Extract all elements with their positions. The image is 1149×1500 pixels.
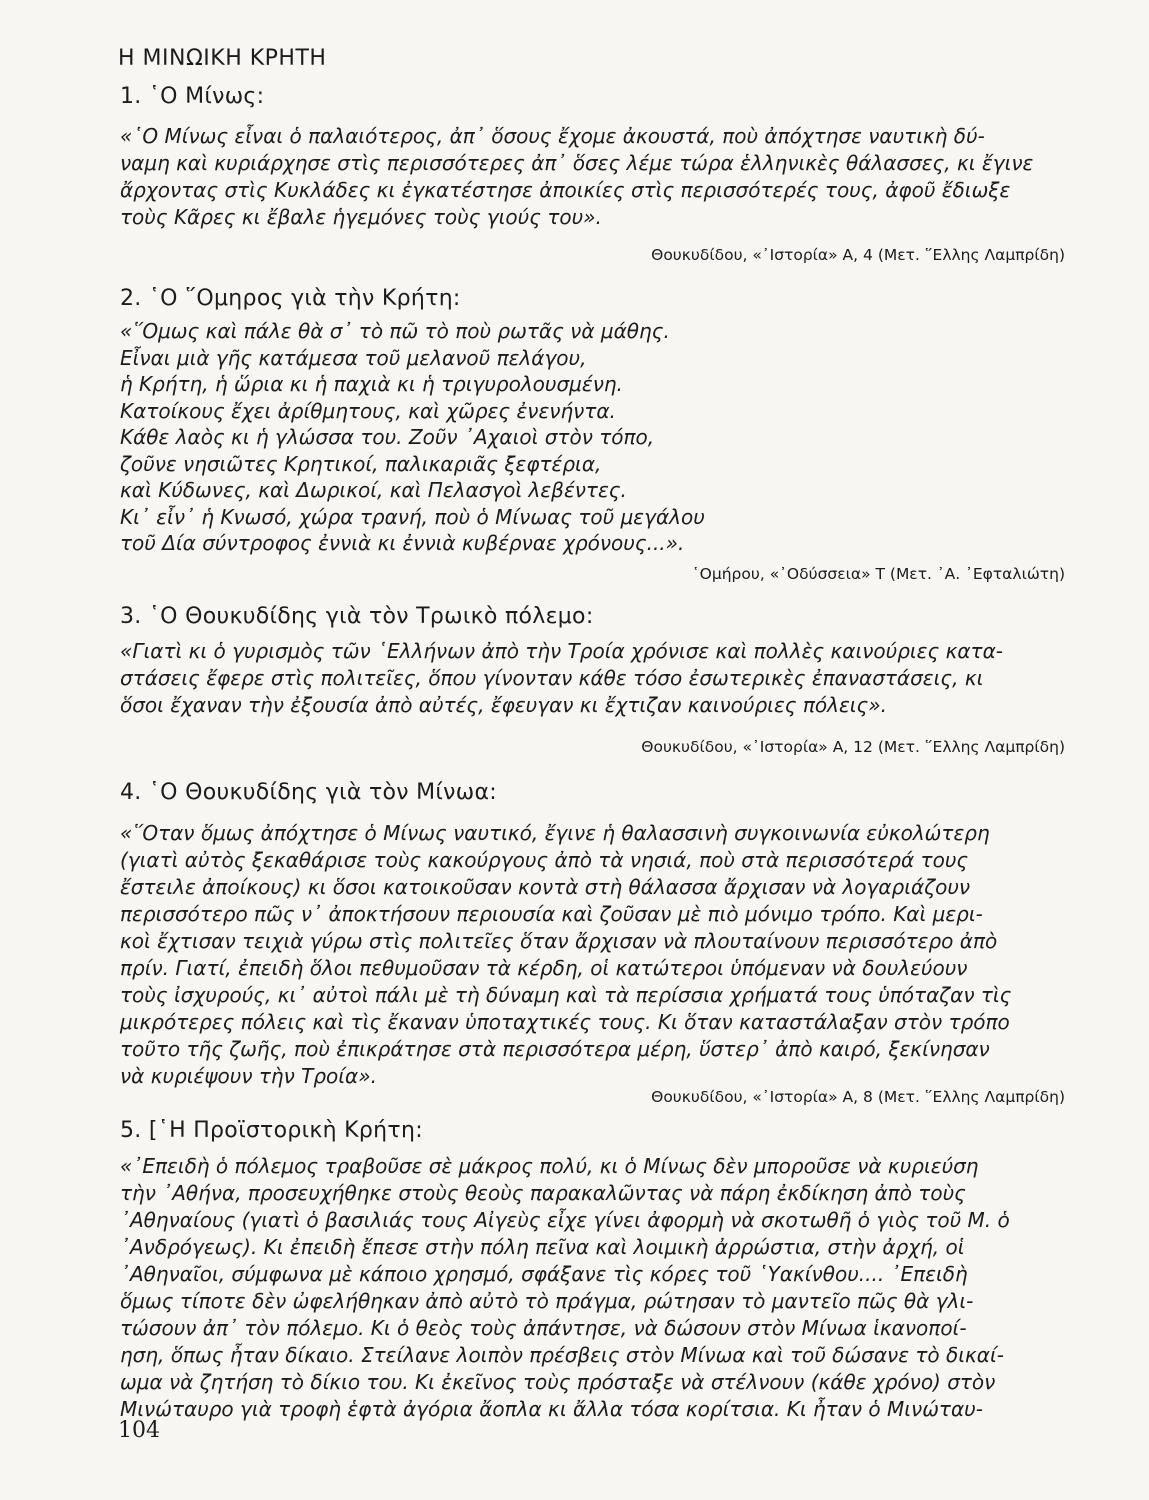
quote-line: νὰ κυριέψουν τὴν Τροία».: [120, 1064, 377, 1088]
citation-translator: (Μετ. ῞Ελλης Λαμπρίδη): [877, 1088, 1065, 1106]
quote-line: ἄρχοντας στὶς Κυκλάδες κι ἐγκατέστησε ἀποικίες στὶς περισσότερές τους, ἀφοῦ ἔδιωξε: [120, 178, 1011, 202]
quote-line: τοῦτο τῆς ζωῆς, ποὺ ἐπικράτησε στὰ περισσότερα μέρη, ὕστερ᾽ ἀπὸ καιρό, ξεκίνησαν: [120, 1037, 990, 1061]
quote-line: πρίν. Γιατί, ἐπειδὴ ὅλοι πεθυμοῦσαν τὰ κέρδη, οἱ κατώτεροι ὑπόμεναν νὰ δουλεύουν: [120, 956, 968, 980]
poem-line: ζοῦνε νησιῶτες Κρητικοί, παλικαριᾶς ξεφτέρια,: [120, 451, 602, 476]
chapter-title: Η ΜΙΝΩΙΚΗ ΚΡΗΤΗ: [118, 46, 327, 71]
quote-line: ναμη καὶ κυριάρχησε στὶς περισσότερες ἀπ᾽ ὅσες λέμε τώρα ἑλληνικὲς θάλασσες, κι ἔγινε: [120, 151, 1034, 175]
citation-source: Θουκυδίδου, «᾽Ιστορία» Α, 4: [651, 246, 873, 264]
poem-line: Κάθε λαὸς κι ἡ γλώσσα του. Ζοῦν ᾽Αχαιοὶ στὸν τόπο,: [120, 425, 655, 449]
page-number: 104: [118, 1418, 160, 1443]
quote-line: κοὶ ἔχτισαν τειχιὰ γύρω στὶς πολιτεῖες ὅταν ἄρχισαν νὰ πλουταίνουν περισσότερο ἀπὸ: [120, 929, 998, 953]
quote-line: ηση, ὅπως ἦταν δίκαιο. Στείλανε λοιπὸν πρέσβεις στὸν Μίνωα καὶ τοῦ δώσανε τὸ δικαί-: [120, 1343, 1004, 1367]
section-1-heading: 1. ῾Ο Μίνως:: [120, 84, 265, 109]
quote-line: περισσότερο πῶς ν᾽ ἀποκτήσουν περιουσία καὶ ζοῦσαν μὲ πιὸ μόνιμο τρόπο. Καὶ μερι-: [120, 902, 983, 926]
quote-line: Μινώταυρο γιὰ τροφὴ ἑφτὰ ἀγόρια ἄοπλα κι ἄλλα τόσα κορίτσια. Κι ἦταν ὁ Μινώταυ-: [120, 1397, 983, 1421]
quote-line: (γιατὶ αὐτὸς ξεκαθάρισε τοὺς κακούργους ἀπὸ τὰ νησιά, ποὺ στὰ περισσότερά τους: [120, 848, 969, 872]
section-3-citation: [641, 738, 1065, 756]
poem-line: Κατοίκους ἔχει ἀρίθμητους, καὶ χῶρες ἐνενήντα.: [120, 398, 616, 423]
quote-line: ὅμως τίποτε δὲν ὠφελήθηκαν ἀπὸ αὐτὸ τὸ πράγμα, ρώτησαν τὸ μαντεῖο πῶς θὰ γλι-: [120, 1289, 974, 1313]
quote-line: ᾽Ανδρόγεως). Κι ἐπειδὴ ἔπεσε στὴν πόλη πεῖνα καὶ λοιμικὴ ἀρρώστια, στὴν ἀρχή, οἱ: [120, 1235, 965, 1259]
citation-source: ῾Ομήρου, «᾽Οδύσσεια» Τ: [691, 565, 885, 583]
quote-line: ἔστειλε ἀποίκους) κι ὅσοι κατοικοῦσαν κοντὰ στὴ θάλασσα ἄρχισαν νὰ λογαριάζουν: [120, 875, 971, 899]
poem-line: «῞Ομως καὶ πάλε θὰ σ᾽ τὸ πῶ τὸ ποὺ ρωτᾶς νὰ μάθης.: [120, 319, 670, 343]
poem-line: Κι᾽ εἶν᾽ ἡ Κνωσό, χώρα τρανή, ποὺ ὁ Μίνωας τοῦ μεγάλου: [120, 504, 705, 529]
quote-line: «῞Οταν ὅμως ἀπόχτησε ὁ Μίνως ναυτικό, ἔγινε ἡ θαλασσινὴ συγκοινωνία εὐκολώτερη: [120, 821, 990, 845]
section-1-citation: [651, 246, 1065, 264]
quote-line: τοὺς ἰσχυρούς, κι᾽ αὐτοὶ πάλι μὲ τὴ δύναμη καὶ τὰ περίσσια χρήματά τους ὑπόταζαν τὶς: [120, 983, 1012, 1007]
section-3-heading: 3. ῾Ο Θουκυδίδης γιὰ τὸν Τρωικὸ πόλεμο:: [120, 604, 594, 629]
citation-translator: (Μετ. ῞Ελλης Λαμπρίδη): [877, 738, 1065, 756]
citation-translator: (Μετ. ᾽Α. ᾽Εφταλιώτη): [889, 565, 1065, 583]
quote-line: ᾽Αθηναίους (γιατὶ ὁ βασιλιάς τους Αἰγεὺς εἶχε γίνει ἀφορμὴ νὰ σκοτωθῆ ὁ γιὸς τοῦ Μ. ὁ: [120, 1208, 1010, 1232]
quote-line: ᾽Αθηναῖοι, σύμφωνα μὲ κάποιο χρησμό, σφάξανε τὶς κόρες τοῦ ῾Υακίνθου.... ᾽Επειδὴ: [120, 1262, 968, 1286]
quote-line: «Γιατὶ κι ὁ γυρισμὸς τῶν ῾Ελλήνων ἀπὸ τὴν Τροία χρόνισε καὶ πολλὲς καινούριες κατα-: [120, 639, 1003, 663]
section-4-heading: 4. ῾Ο Θουκυδίδης γιὰ τὸν Μίνωα:: [120, 780, 498, 805]
section-2-citation: [692, 565, 1065, 583]
section-1-quote: [120, 123, 1066, 231]
quote-line: τώσουν ἀπ᾽ τὸν πόλεμο. Κι ὁ θεὸς τοὺς ἀπάντησε, νὰ δώσουν στὸν Μίνωα ἱκανοποί-: [120, 1316, 967, 1340]
quote-line: «῾Ο Μίνως εἶναι ὁ παλαιότερος, ἀπ᾽ ὅσους ἔχομε ἀκουστά, ποὺ ἀπόχτησε ναυτικὴ δύ-: [120, 124, 985, 148]
section-4-citation: [651, 1088, 1065, 1106]
section-5-heading: 5. [῾Η Προϊστορικὴ Κρήτη:: [120, 1118, 423, 1143]
quote-line: τοὺς Κᾶρες κι ἔβαλε ἡγεμόνες τοὺς γιούς του».: [120, 205, 602, 229]
section-4-quote: [120, 820, 1066, 1090]
citation-translator: (Μετ. ῞Ελλης Λαμπρίδη): [877, 246, 1065, 264]
poem-line: Εἶναι μιὰ γῆς κατάμεσα τοῦ μελανοῦ πελάγου,: [120, 345, 587, 370]
citation-source: Θουκυδίδου, «᾽Ιστορία» Α, 12: [641, 738, 873, 756]
quote-line: στάσεις ἔφερε στὶς πολιτεῖες, ὅπου γίνονταν κάθε τόσο ἐσωτερικὲς ἐπαναστάσεις, κι: [120, 666, 984, 690]
section-2-heading: 2. ῾Ο ῞Ομηρος γιὰ τὴν Κρήτη:: [120, 286, 461, 311]
quote-line: μικρότερες πόλεις καὶ τὶς ἔκαναν ὑποταχτικές τους. Κι ὅταν καταστάλαξαν στὸν τρόπο: [120, 1010, 1010, 1034]
quote-line: «᾽Επειδὴ ὁ πόλεμος τραβοῦσε σὲ μάκρος πολύ, κι ὁ Μίνως δὲν μποροῦσε νὰ κυριεύση: [120, 1154, 979, 1178]
quote-line: ωμα νὰ ζητήση τὸ δίκιο του. Κι ἐκεῖνος τοὺς πρόσταξε νὰ στέλνουν (κάθε χρόνο) στὸν: [120, 1370, 996, 1394]
section-3-quote: [120, 638, 1066, 719]
section-2-poem: [120, 318, 820, 557]
quote-line: ὅσοι ἔχαναν τὴν ἐξουσία ἀπὸ αὐτές, ἔφευγαν κι ἔχτιζαν καινούριες πόλεις».: [120, 693, 887, 717]
citation-source: Θουκυδίδου, «᾽Ιστορία» Α, 8: [651, 1088, 873, 1106]
poem-line: ἡ Κρήτη, ἡ ὥρια κι ἡ παχιὰ κι ἡ τριγυρολουσμένη.: [120, 372, 623, 396]
poem-line: τοῦ Δία σύντροφος ἐννιὰ κι ἐννιὰ κυβέρναε χρόνους...».: [120, 531, 685, 555]
quote-line: τὴν ᾽Αθήνα, προσευχήθηκε στοὺς θεοὺς παρακαλῶντας νὰ πάρη ἐκδίκηση ἀπὸ τοὺς: [120, 1181, 966, 1205]
section-5-quote: [120, 1153, 1066, 1423]
poem-line: καὶ Κύδωνες, καὶ Δωρικοί, καὶ Πελασγοὶ λεβέντες.: [120, 478, 627, 502]
